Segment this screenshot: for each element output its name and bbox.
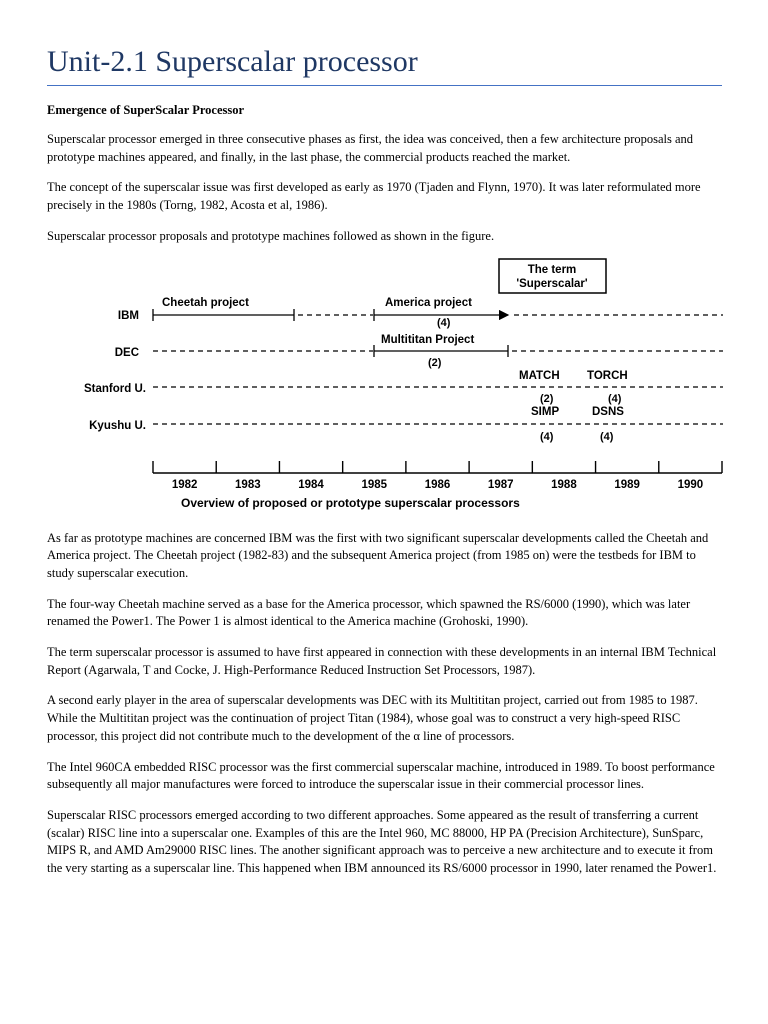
paragraph-cheetah: The four-way Cheetah machine served as a base for the America processor, which spawned the RS/6000 (1990), which was later renamed the Power1. The Power 1 is almost identical to the America machine (Grohoski, 1990). [47, 596, 691, 629]
year-label-1984: 1984 [298, 478, 324, 491]
paragraph-dec: A second early player in the area of superscalar developments was DEC with its Multititan project, carried out from 1985 to 1987. While the Multititan project was the continuation of project Titan (1984), whose goal was to construct a very high-speed RISC processor, this project did not contribute much to the development of the α line of processors. [47, 693, 698, 743]
simp-issue: (4) [540, 430, 554, 443]
america-label: America project [385, 296, 472, 309]
simp-label: SIMP [531, 405, 560, 418]
row-label-kyushu: Kyushu U. [89, 419, 146, 432]
paragraph-term-origin: The term superscalar processor is assumed to have first appeared in connection with these developments in an internal IBM Technical Report (Agarwala, T and Cocke, J. High-Performance Reduced Instruction Set Processors, 1987). [47, 645, 717, 677]
paragraph-intel: The Intel 960CA embedded RISC processor was the first commercial superscalar machine, introduced in 1989. To boost performance subsequently all major manufactures were forced to introduce the superscalar issue in their commercial processor lines. [47, 759, 715, 792]
year-label-1983: 1983 [235, 478, 261, 491]
year-label-1988: 1988 [551, 478, 577, 491]
multititan-label: Multititan Project [381, 333, 475, 346]
row-label-stanford: Stanford U. [84, 382, 146, 395]
timeline-figure [42, 256, 742, 518]
paragraph-phases: Superscalar processor emerged in three consecutive phases as first, the idea was conceived, then a few architecture proposals and prototype machines appeared, and finally, in the last phase, the commercial products reached the market. [47, 132, 694, 164]
term-box-line1: The term [527, 263, 577, 276]
year-label-1982: 1982 [171, 478, 198, 491]
torch-label: TORCH [587, 369, 628, 382]
year-axis-group [153, 461, 722, 491]
cheetah-label: Cheetah project [162, 296, 249, 309]
torch-issue: (4) [608, 392, 622, 405]
dsns-label: DSNS [592, 405, 624, 418]
figure-caption: Overview of proposed or prototype superscalar processors [181, 495, 520, 510]
year-label-1989: 1989 [614, 478, 640, 491]
paragraph-concept: The concept of the superscalar issue was first developed as early as 1970 (Tjaden and Flynn, 1970). It was later reformulated more precisely in the 1980s (Torng, 1982, Acosta et al, 1986). [47, 180, 701, 213]
year-label-1990: 1990 [677, 478, 704, 491]
section-heading: Emergence of SuperScalar Processor [47, 103, 245, 117]
term-box-line2: 'Superscalar' [516, 277, 588, 290]
match-issue: (2) [540, 392, 554, 405]
paragraph-approaches: Superscalar RISC processors emerged according to two different approaches. Some appeared as the result of transferring a current (scalar) RISC line into a superscalar one. Examples of this are the Intel 960, MC 88000, HP PA (Precision Architecture), SunSparc, MIPS R, and AMD Am29000 RISC lines. The another significant approach was to perceive a new architecture and to execute it from the very starting as a superscalar line. This happened when IBM announced its RS/6000 processor in 1990, later renamed the Power1. [47, 807, 717, 876]
paragraph-ibm-prototypes: As far as prototype machines are concerned IBM was the first with two significant superscalar developments called the Cheetah and America project. The Cheetah project (1982-83) and the subsequent America project (from 1985 on) were the testbeds for IBM to study superscalar execution. [47, 530, 709, 580]
year-label-1985: 1985 [361, 478, 388, 491]
match-label: MATCH [519, 369, 560, 382]
document-page [47, 0, 722, 878]
america-issue: (4) [437, 316, 451, 329]
year-label-1986: 1986 [424, 478, 451, 491]
dsns-issue: (4) [600, 430, 614, 443]
page-title: Unit-2.1 Superscalar processor [47, 45, 418, 78]
title-divider [47, 85, 722, 86]
row-label-ibm: IBM [117, 309, 139, 322]
row-label-dec: DEC [114, 346, 139, 359]
paragraph-proposals: Superscalar processor proposals and prototype machines followed as shown in the figure. [47, 228, 495, 243]
year-label-1987: 1987 [487, 478, 514, 491]
multititan-issue: (2) [428, 356, 442, 369]
